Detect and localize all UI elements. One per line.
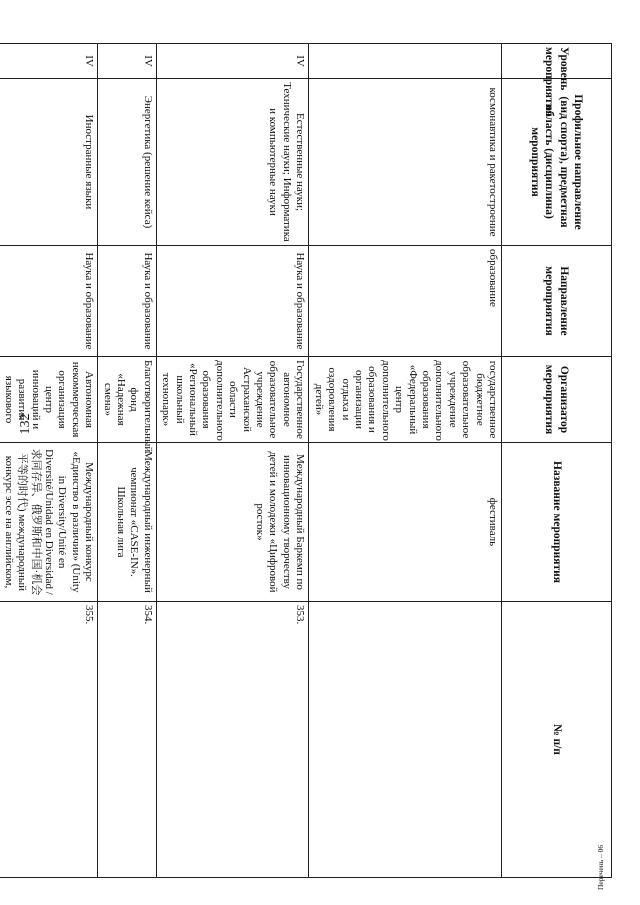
- cell-name: фестиваль: [309, 443, 502, 602]
- cell-num: 353.: [156, 602, 308, 878]
- cell-level: IV: [156, 44, 308, 79]
- table-row: [98, 44, 157, 878]
- cell-name: Международный Баркемп по инновационному творчеству детей и молодежи «Цифровой росток»: [156, 443, 308, 602]
- header-level: Уровень мероприятия: [502, 44, 612, 79]
- header-name: Название мероприятия: [502, 443, 612, 602]
- cell-num: 355.: [0, 602, 98, 878]
- cell-num: [309, 602, 502, 878]
- cell-direction: Наука и образование: [156, 246, 308, 357]
- events-table: [0, 43, 612, 878]
- cell-profile: Энергетика (решение кейса): [98, 79, 157, 246]
- cell-profile: Иностранные языки: [0, 79, 98, 246]
- cell-name: Международный конкурс «Единство в различии» (Unity in Diversity/Unité en Diversité/Unidad en Diversidad /求同存异、俄罗斯和中国·机会平等的时代) международный конкурс эссе на английском,: [0, 443, 98, 602]
- table-row: [309, 44, 502, 878]
- cell-profile: Естественные науки; Технические науки; Информатика и компьютерные науки: [156, 79, 308, 246]
- cell-name: Международный инженерный чемпионат «CASE-IN». Школьная лига: [98, 443, 157, 602]
- table-row: [0, 44, 98, 878]
- header-profile: Профильное направление (вид спорта), предметная область (дисциплина) мероприятия: [502, 79, 612, 246]
- cell-level: IV: [98, 44, 157, 79]
- header-num: № п/п: [502, 602, 612, 878]
- cell-level: IV: [0, 44, 98, 79]
- cell-direction: Наука и образование: [98, 246, 157, 357]
- cell-organizer: государственное бюджетное образовательное учреждение дополнительного образования «Федеральный центр дополнительного образования и организации отдыха и оздоровления детей»: [309, 357, 502, 443]
- header-organizer: Организатор мероприятия: [502, 357, 612, 443]
- header-direction: Направление мероприятия: [502, 246, 612, 357]
- cell-organizer: Благотворительный фонд «Надежная смена»: [98, 357, 157, 443]
- cell-num: 354.: [98, 602, 157, 878]
- cell-direction: образование: [309, 246, 502, 357]
- table-row: [156, 44, 308, 878]
- cell-direction: Наука и образование: [0, 246, 98, 357]
- cell-organizer: Государственное автономное образовательное учреждение Астраханской области дополнительного образования «Региональный школьный технопарк»: [156, 357, 308, 443]
- cell-level: [309, 44, 502, 79]
- header-row: [502, 44, 612, 878]
- cell-profile: космонавтика и ракетостроение: [309, 79, 502, 246]
- cell-organizer: Автономная некоммерческая организация центр инноваций и развития языкового: [0, 357, 98, 443]
- page-number: 132: [18, 413, 33, 435]
- footer-note: Перечень – 06: [596, 844, 605, 890]
